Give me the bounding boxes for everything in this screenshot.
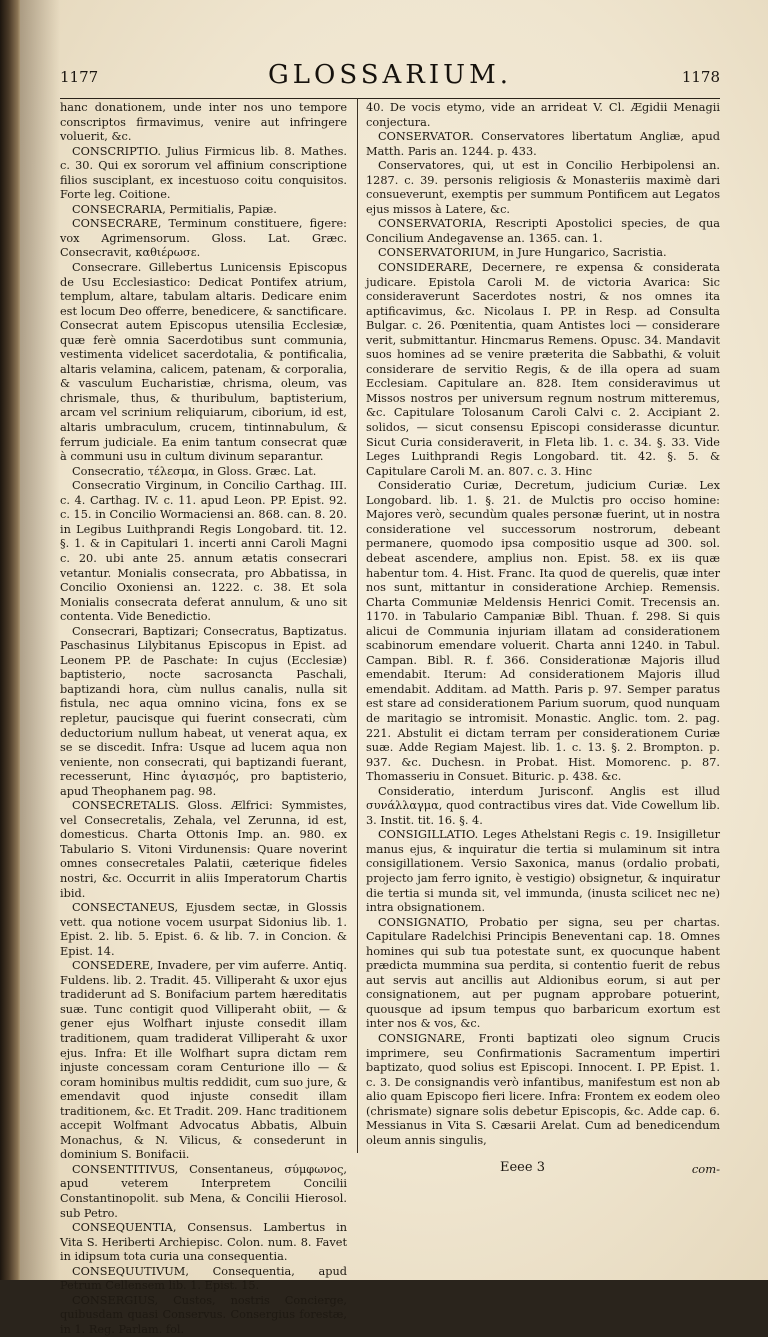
entry-paragraph: Consecrare. Gillebertus Lunicensis Episcopus de Usu Ecclesiastico: Dedicat Pontifex atrium, templum, altare, tabulam altaris. Dedicare enim est locum Deo offerre, benedicere, & sanctificare. Consecrat autem Episcopus utensilia Ecclesiæ, quæ ferè omnia Sacerdotibus sunt communia, vestimenta videlicet sacerdotalia, & pontificalia, altaris velamina, calicem, patenam, & corporalia, & vasculum Eucharistiæ, chrisma, oleum, vas chrismale, thus, & thuribulum, baptisterium, arcam vel scrinium reliquiarum, ciborium, id est, altaris umbraculum, crucem, tintinnabulum, & ferrum judiciale. Ea enim tantum consecrat quæ à communi usu in cultum divinum separantur. <box>60 261 347 464</box>
entry-paragraph: CONSECTANEUS, Ejusdem sectæ, in Glossis vett. qua notione vocem usurpat Sidonius lib. 1. Epist. 2. lib. 5. Epist. 6. & lib. 7. in Concion. & Epist. 14. <box>60 901 347 958</box>
book-binding <box>0 0 22 1280</box>
page-header <box>60 60 720 96</box>
left-page-number: 1177 <box>60 68 99 86</box>
entry-paragraph: Consecratio, τέλεσμα, in Gloss. Græc. Lat. <box>72 464 317 478</box>
signature-mark: Eeee 3 <box>500 1160 545 1175</box>
catchword: com- <box>691 1162 720 1176</box>
entry-paragraph: CONSIDERARE, Decernere, re expensa & considerata judicare. Epistola Caroli M. de victoria Avarica: Sic consideraverunt Sacerdotes nostri, & nos omnes ita aptificavimus, &c. Nicolaus I. PP. in Resp. ad Consulta Bulgar. c. 26. Pœnitentia, quam Antistes loci — considerare verit, submittantur. Hincmarus Remens. Opusc. 34. Mandavit suos homines ad se venire præterita die Sabbathi, & voluit considerare de servitio Regis, & de illa opera ad suam Ecclesiam. Capitulare an. 828. Item consideravimus ut Missos nostros per universum regnum nostrum mitteremus, &c. Capitulare Tolosanum Caroli Calvi c. 2. Accipiant 2. solidos, — sicut consensu Episcopi considerasse dicuntur. Sicut Curia consideraverit, in Fleta lib. 1. c. 34. §. 33. Vide Leges Luithprandi Regis Longobard. tit. 42. §. 5. & Capitulare Caroli M. an. 807. c. 3. Hinc <box>366 261 720 478</box>
entry-paragraph: Consecrari, Baptizari; Consecratus, Baptizatus. Paschasinus Lilybitanus Episcopus in Epist. ad Leonem PP. de Paschate: In cujus (Ecclesiæ) baptisterio, nocte sacrosancta Paschali, baptizandi hora, cùm nullus canalis, nulla sit fistula, nec aqua omnino vicina, fons ex se repletur, paucisque qui fuerint consecrati, cùm deductorium nullum habeat, ut venerat aqua, ex se se discedit. Infra: Usque ad lucem aqua non veniente, non consecrati, qui baptizandi fuerant, recesserunt, Hinc ἁγιασμός, pro baptisterio, apud Theophanem pag. 98. <box>60 624 347 798</box>
entry-paragraph: CONSEQUUTIVUM, Consequentia, apud Petrum Cellensem lib. 1. Epist. 15. <box>60 1264 347 1293</box>
entry-paragraph: CONSCRIPTIO. Julius Firmicus lib. 8. Mathes. c. 30. Qui ex sororum vel affinium conscriptione filios susciplant, ex incestuoso coitu conquisitos. Forte leg. Coitione. <box>60 144 347 202</box>
page-footer <box>60 1160 720 1182</box>
page-title: GLOSSARIUM. <box>268 60 512 90</box>
entry-paragraph: CONSERVATORIUM, in Jure Hungarico, Sacristia. <box>378 246 667 260</box>
entry-paragraph: CONSEQUENTIA, Consensus. Lambertus in Vita S. Heriberti Archiepisc. Colon. num. 8. Favet in idipsum tota curia una consequentia. <box>60 1221 347 1264</box>
column-divider <box>357 98 358 1153</box>
entry-paragraph: CONSIGILLATIO. Leges Athelstani Regis c. 19. Insigilletur manus ejus, & inquiratur die tertia si mulaminum sit intra consigillationem. Versio Saxonica, manus (ordalio probati, projecto jam ferro ignito, è vestigio) obsignetur, & inquiratur die tertia si munda sit, vel immunda, (inusta scilicet nec ne) intra obsignationem. <box>366 828 720 915</box>
entry-paragraph: CONSECRARIA, Permitialis, Papiæ. <box>72 202 277 216</box>
entry-paragraph: 40. De vocis etymo, vide an arrideat V. Cl. Ægidii Menagii conjectura. <box>366 101 720 129</box>
entry-paragraph: Consideratio Curiæ, Decretum, judicium Curiæ. Lex Longobard. lib. 1. §. 21. de Mulctis pro occiso homine: Majores verò, secundùm quales personæ fuerint, ut in nostra consideratione vel successorum nostrorum, debeant permanere, quomodo ipsa compositio usque ad 300. sol. debeat ascendere, amplius non. Epist. 58. ex iis quæ habentur tom. 4. Hist. Franc. Ita quod de querelis, quæ inter nos sunt, mittantur in consideratione Archiep. Remensis. Charta Communiæ Meldensis Henrici Comit. Trecensis an. 1170. in Tabulario Campaniæ Bibl. Thuan. f. 298. Si quis alicui de Communia injuriam illatam ad considerationem scabinorum emendare voluerit. Charta anni 1240. in Tabul. Campan. Bibl. R. f. 366. Considerationæ Majoris illud emendabit. Iterum: Ad considerationem Majoris illud emendabit. Additam. ad Matth. Paris p. 97. Semper paratus est stare ad considerationem Parium suorum, quod nunquam de maritagio se intromisit. Monastic. Anglic. tom. 2. pag. 221. Abstulit ei dictam terram per considerationem Curiæ suæ. Adde Regiam Majest. lib. 1. c. 13. §. 2. Brompton. p. 937. &c. Duchesn. in Probat. Hist. Momorenc. p. 87. Thomasseriu in Consuet. Bituric. p. 438. &c. <box>366 479 720 784</box>
entry-paragraph: CONSIGNATIO, Probatio per signa, seu per chartas. Capitulare Radelchisi Principis Beneventani cap. 18. Omnes homines qui sub tua potestate sunt, ex quocunque habent prædicta mummina sua perdita, si contentio fuerit de rebus aut servis aut ancillis aut Aldionibus eorum, si aut per consignationem, aut per pugnam approbare potuerint, quousque ad ipsum tempus quo barbaricum exortum est inter nos & vos, &c. <box>366 915 720 1031</box>
entry-paragraph: CONSECRETALIS. Gloss. Ælfrici: Symmistes, vel Consecretalis, Zehala, vel Zerunna, id est, domesticus. Charta Ottonis Imp. an. 980. ex Tabulario S. Vitoni Virdunensis: Quare noverint omnes consecretales Palatii, cæterique fideles nostri, &c. Occurrit in aliis Imperatorum Chartis ibid. <box>60 799 347 900</box>
entry-paragraph: CONSERVATOR. Conservatores libertatum Angliæ, apud Matth. Paris an. 1244. p. 433. <box>366 130 720 158</box>
right-page-number: 1178 <box>681 68 720 86</box>
entry-paragraph: hanc donationem, unde inter nos uno tempore conscriptos firmavimus, venire aut infringere voluerit, &c. <box>60 101 347 144</box>
entry-paragraph: CONSENTITIVUS, Consentaneus, σύμφωνος, apud veterem Interpretem Concilii Constantinopolit. sub Mena, & Concilii Hierosol. sub Petro. <box>60 1162 347 1220</box>
entry-paragraph: CONSERGIUS, Custos, nostris Concierge, quibusdam quasi Conservus. Consergius forestæ, in 1. Reg. Parlam. fol. <box>60 1293 347 1336</box>
page-content <box>20 0 768 1336</box>
entry-paragraph: Consecratio Virginum, in Concilio Carthag. III. c. 4. Carthag. IV. c. 11. apud Leon. PP. Epist. 92. c. 15. in Concilio Wormaciensi an. 868. can. 8. 20. in Legibus Luithprandi Regis Longobard. tit. 12. §. 1. & in Capitulari 1. incerti anni Caroli Magni c. 20. ubi ante 25. annum ætatis consecrari vetantur. Monialis consecrata, pro Abbatissa, in Concilio Oxoniensi an. 1222. c. 38. Et sola Monialis consecrata deferat annulum, & uno sit contenta. Vide Benedictio. <box>60 479 348 624</box>
left-column <box>60 101 348 1336</box>
right-column <box>366 101 720 1156</box>
header-rule <box>60 98 720 99</box>
entry-paragraph: CONSERVATORIA, Rescripti Apostolici species, de qua Concilium Andegavense an. 1365. can. 1. <box>366 217 720 245</box>
entry-paragraph: CONSEDERE, Invadere, per vim auferre. Antiq. Fuldens. lib. 2. Tradit. 45. Villiperaht & uxor ejus tradiderunt ad S. Bonifacium partem hæreditatis suæ. Tunc contigit quod Villiperaht obiit, — & gener ejus Wolfhart injuste consedit illam traditionem, quam tradiderat Villiperaht & uxor ejus. Infra: Et ille Wolfhart supra dictam rem injuste concessam coram Centurione illo — & coram hominibus multis reddidit, cum suo jure, & emendavit quod injuste consedit illam traditionem, &c. Et Tradit. 209. Hanc traditionem accepit Wolfmant Advocatus Abbatis, Albuin Monachus, & N. Vilicus, & consederunt in dominium S. Bonifacii. <box>60 959 347 1162</box>
entry-paragraph: Conservatores, qui, ut est in Concilio Herbipolensi an. 1287. c. 39. personis religiosis & Monasteriis maximè dari consueverunt, exemptis per summum Pontificem aut Legatos ejus missos à Latere, &c. <box>366 159 720 216</box>
entry-paragraph: CONSIGNARE, Fronti baptizati oleo signum Crucis imprimere, seu Confirmationis Sacramentum impertiri baptizato, quod solius est Episcopi. Innocent. I. PP. Epist. 1. c. 3. De consignandis verò infantibus, manifestum est non ab alio quam Episcopo fieri licere. Infra: Frontem ex eodem oleo (chrismate) signare solis debetur Episcopis, &c. Adde cap. 6. Messianus in Vita S. Cæsarii Arelat. Cum ad benedicendum oleum annis singulis, <box>366 1032 720 1147</box>
entry-paragraph: Consideratio, interdum Jurisconf. Anglis est illud συνάλλαγμα, quod contractibus vires dat. Vide Cowellum lib. 3. Instit. tit. 16. §. 4. <box>366 784 720 827</box>
entry-paragraph: CONSECRARE, Terminum constituere, figere: vox Agrimensorum. Gloss. Lat. Græc. Consecravit, καθιέρωσε. <box>60 217 347 260</box>
